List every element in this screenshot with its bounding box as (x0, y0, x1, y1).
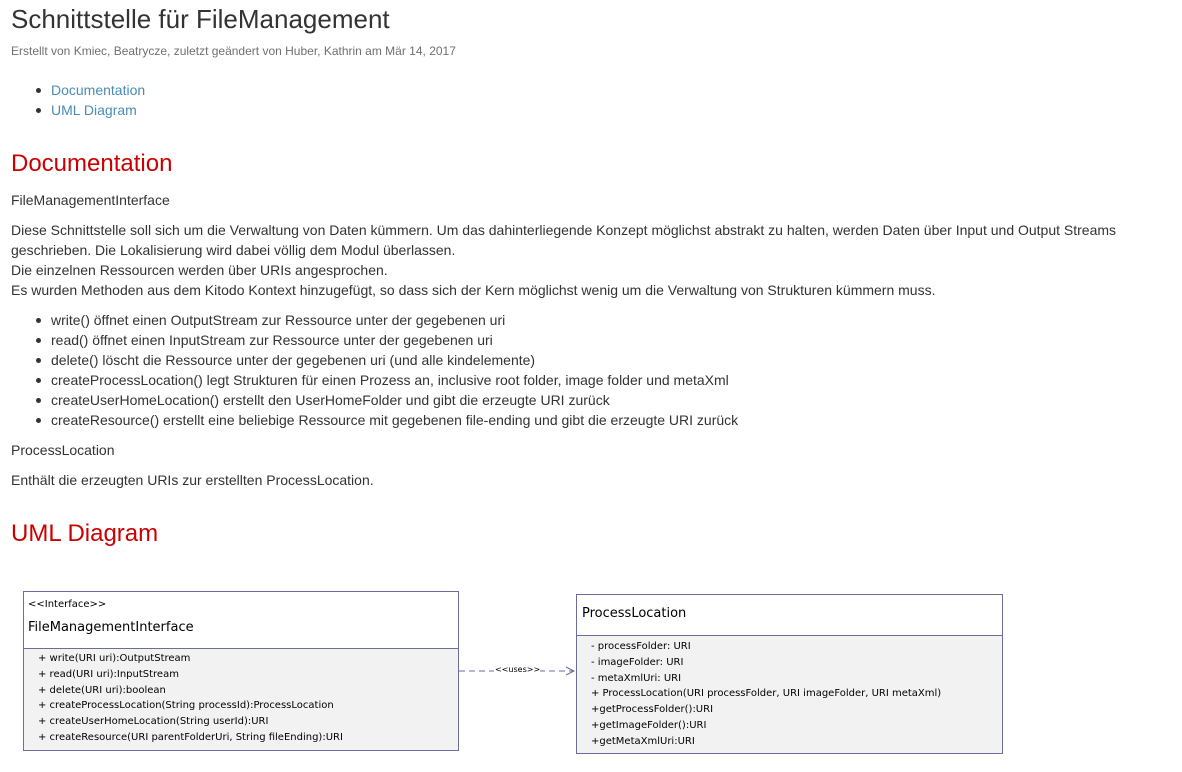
list-item: createProcessLocation() legt Strukturen für einen Prozess an, inclusive root folder, image folder und metaXml (11, 370, 738, 390)
uml-member: + createResource(URI parentFolderUri, String fileEnding):URI (38, 731, 343, 743)
list-item: createUserHomeLocation() erstellt den UserHomeFolder und gibt die erzeugte URI zurück (11, 390, 738, 410)
uml-class-members (577, 636, 1002, 753)
uml-interface-header (24, 592, 458, 649)
uml-member: - processFolder: URI (591, 641, 691, 652)
description-line: Die einzelnen Ressourcen werden über URIs angesprochen. (11, 262, 388, 278)
description-paragraph (11, 220, 1161, 300)
list-item: createResource() erstellt eine beliebige Ressource mit gegebenen file-ending und gibt die erzeugte URI zurück (11, 410, 738, 430)
uml-member: + ProcessLocation(URI processFolder, URI imageFolder, URI metaXml) (591, 688, 942, 700)
description-line: Diese Schnittstelle soll sich um die Verwaltung von Daten kümmern. Um das dahinterliegende Konzept möglichst abstrakt zu halten, werden Daten über Input und Output Streams geschrieben. Die Lokalisierung wird dabei völlig dem Modul überlassen. (11, 222, 1117, 258)
toc-link-documentation[interactable]: Documentation (51, 82, 146, 98)
description-line: Es wurden Methoden aus dem Kitodo Kontext hinzugefügt, so dass sich der Kern möglichst wenig um die Verwaltung von Strukturen kümmern muss. (11, 282, 936, 298)
page-title: Schnittstelle für FileManagement (11, 4, 390, 34)
uml-member: - metaXmlUri: URI (591, 672, 682, 684)
uml-member: - imageFolder: URI (591, 656, 684, 668)
uml-member: + delete(URI uri):boolean (38, 684, 166, 696)
uml-member: + read(URI uri):InputStream (38, 668, 179, 680)
uml-class-name: ProcessLocation (582, 606, 687, 621)
toc-item (11, 80, 145, 100)
uml-interface-name: FileManagementInterface (28, 620, 194, 635)
uml-member: + createProcessLocation(String processId):ProcessLocation (38, 700, 334, 712)
uml-member: + createUserHomeLocation(String userId):URI (38, 716, 269, 728)
process-location-name-text: ProcessLocation (11, 442, 115, 458)
methods-list (11, 310, 738, 430)
uml-member: + write(URI uri):OutputStream (38, 653, 191, 664)
uml-interface-members (24, 649, 458, 750)
uml-member: +getProcessFolder():URI (591, 704, 714, 716)
uml-relation-label: <<uses>> (495, 665, 541, 674)
toc-link-uml-diagram[interactable]: UML Diagram (51, 102, 137, 118)
list-item: read() öffnet einen InputStream zur Ressource unter der gegebenen uri (11, 330, 738, 350)
uml-member: +getMetaXmlUri:URI (591, 735, 695, 747)
list-item: delete() löscht die Ressource unter der gegebenen uri (und alle kindelemente) (11, 350, 738, 370)
interface-name-text: FileManagementInterface (11, 192, 170, 208)
page-byline: Erstellt von Kmiec, Beatrycze, zuletzt geändert von Huber, Kathrin am Mär 14, 2017 (11, 44, 456, 58)
table-of-contents (11, 80, 145, 120)
uml-diagram-heading: UML Diagram (11, 520, 159, 547)
uml-interface-box (23, 591, 459, 751)
documentation-heading: Documentation (11, 150, 173, 177)
uml-class-box (576, 594, 1003, 754)
list-item: write() öffnet einen OutputStream zur Ressource unter der gegebenen uri (11, 310, 738, 330)
process-location-description: Enthält die erzeugten URIs zur erstellten ProcessLocation. (11, 472, 374, 488)
uml-member: +getImageFolder():URI (591, 719, 707, 731)
uml-stereotype: <<Interface>> (28, 599, 107, 610)
toc-item (11, 100, 145, 120)
uml-class-header (577, 595, 1002, 636)
